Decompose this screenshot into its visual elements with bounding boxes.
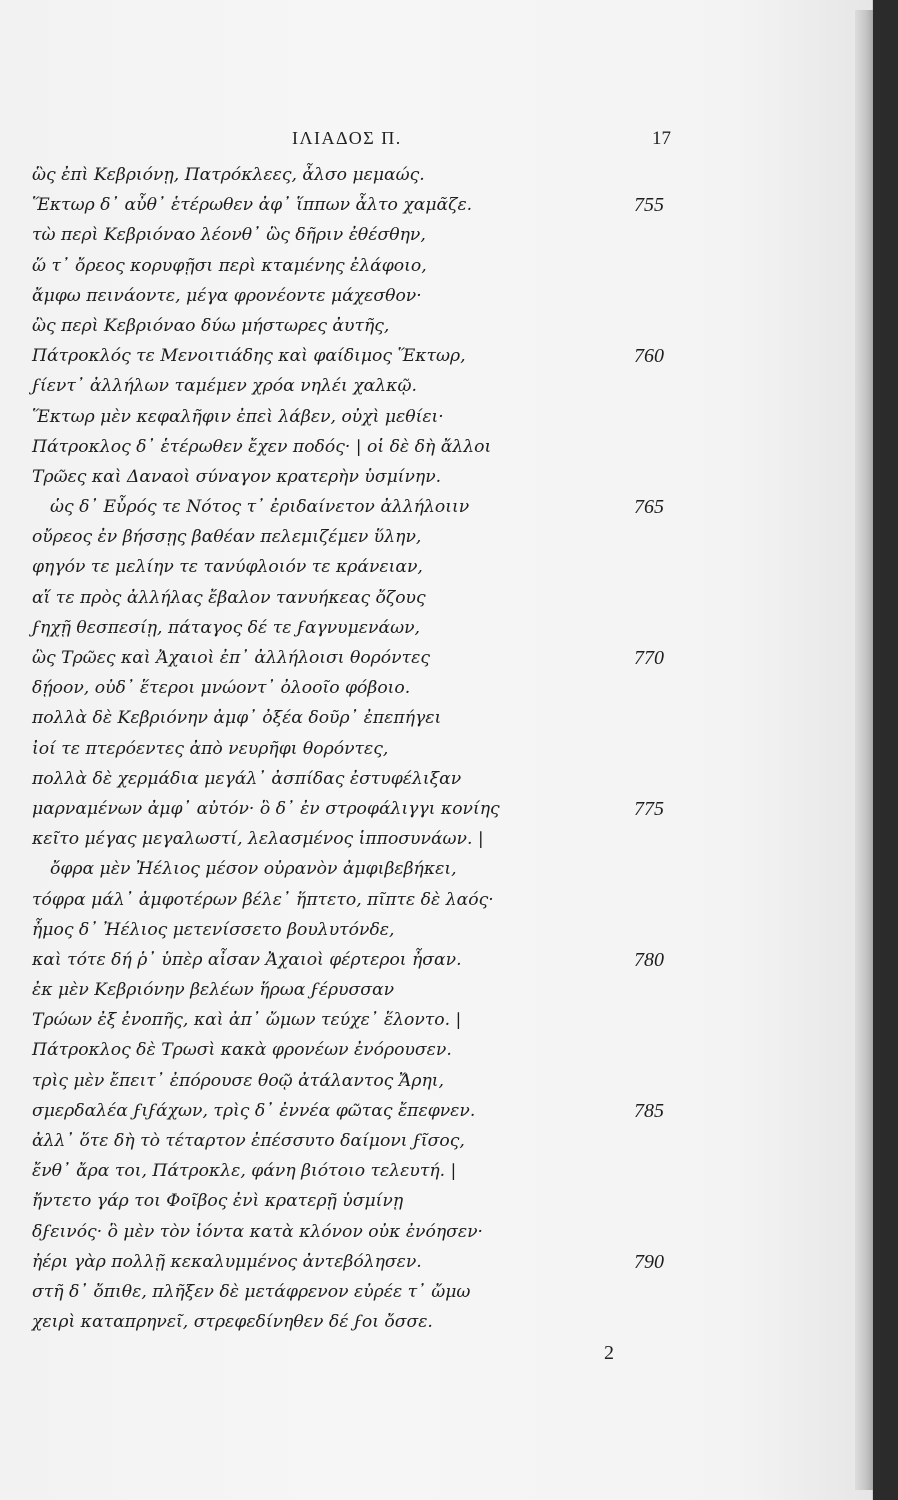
verse-line (0, 371, 872, 401)
verse-line (0, 945, 872, 975)
verse-line (0, 915, 872, 945)
verse-line (0, 583, 872, 613)
running-title: ΙΛΙΑΔΟΣ Π. (292, 128, 402, 148)
verse-text: τρὶς μὲν ἔπειτ᾽ ἐπόρουσε θοῷ ἀτάλαντος Ἄρηι, (32, 1070, 444, 1091)
verse-line (0, 432, 872, 462)
verse-line (0, 1035, 872, 1065)
verse-line (0, 190, 872, 220)
verse-line (0, 1156, 872, 1186)
verse-text: ἠέρι γὰρ πολλῇ κεκαλυμμένος ἀντεβόλησεν. (32, 1251, 422, 1272)
verse-text: Τρῶες καὶ Δαναοὶ σύναγον κρατερὴν ὑσμίνην. (32, 466, 442, 487)
verse-line (0, 703, 872, 733)
verse-line (0, 764, 872, 794)
verse-text: ὄφρα μὲν Ἠέλιος μέσον οὐρανὸν ἀμφιβεβήκει, (50, 859, 457, 880)
verse-text: σμερδαλέα ϝιϝάχων, τρὶς δ᾽ ἐννέα φῶτας ἔπεφνεν. (32, 1100, 476, 1121)
verse-line (0, 402, 872, 432)
verse-line (0, 1126, 872, 1156)
verse-text: τόφρα μάλ᾽ ἀμφοτέρων βέλε᾽ ἥπτετο, πῖπτε δὲ λαός· (32, 889, 494, 910)
signature-mark: 2 (604, 1342, 614, 1364)
verse-line (0, 341, 872, 371)
verse-text: κεῖτο μέγας μεγαλωστί, λελασμένος ἱπποσυνάων. | (32, 829, 484, 850)
verse-text: δϝεινός· ὃ μὲν τὸν ἰόντα κατὰ κλόνον οὐκ ἐνόησεν· (32, 1221, 484, 1242)
verse-line (0, 522, 872, 552)
line-number: 760 (634, 345, 664, 368)
verse-line (0, 854, 872, 884)
verse-text: ϝηχῇ θεσπεσίῃ, πάταγος δέ τε ϝαγνυμενάων, (32, 617, 421, 638)
verse-line (0, 1277, 872, 1307)
verse-text: φηγόν τε μελίην τε τανύφλοιόν τε κράνειαν, (32, 557, 423, 578)
line-number: 780 (634, 948, 664, 971)
verse-line (0, 613, 872, 643)
verse-text: ὣς ἐπὶ Κεβριόνῃ, Πατρόκλεες, ἆλσο μεμαώς. (32, 165, 425, 185)
verse-text: αἵ τε πρὸς ἀλλήλας ἔβαλον τανυήκεας ὄζους (32, 587, 426, 608)
line-number: 790 (634, 1250, 664, 1273)
verse-text: δῄοον, οὐδ᾽ ἕτεροι μνώοντ᾽ ὀλοοῖο φόβοιο. (32, 678, 411, 699)
verse-line (0, 794, 872, 824)
verse-line (0, 975, 872, 1005)
verse-line (0, 1066, 872, 1096)
page-number: 17 (652, 128, 671, 149)
verse-line (0, 1247, 872, 1277)
verse-line (0, 1307, 872, 1337)
verse-text: ὡς δ᾽ Εὖρός τε Νότος τ᾽ ἐριδαίνετον ἀλλήλοιιν (50, 497, 470, 518)
running-header (0, 126, 872, 156)
verse-line (0, 643, 872, 673)
verse-text: ἔνθ᾽ ἄρα τοι, Πάτροκλε, φάνη βιότοιο τελευτή. | (32, 1161, 457, 1182)
verse-line (0, 492, 872, 522)
verse-line (0, 462, 872, 492)
line-number: 755 (634, 194, 664, 217)
verse-text: τὼ περὶ Κεβριόναο λέονθ᾽ ὣς δῆριν ἐθέσθην, (32, 225, 426, 246)
verse-text: Ἕκτωρ δ᾽ αὖθ᾽ ἑτέρωθεν ἀφ᾽ ἵππων ἆλτο χαμᾶζε. (32, 195, 473, 216)
verse-text: καὶ τότε δή ῥ᾽ ὑπὲρ αἶσαν Ἀχαιοὶ φέρτεροι ἦσαν. (32, 949, 462, 970)
verse-line (0, 673, 872, 703)
verse-text: ὥ τ᾽ ὄρεος κορυφῇσι περὶ κταμένης ἐλάφοιο, (32, 255, 427, 276)
verse-text: ἦμος δ᾽ Ἠέλιος μετενίσσετο βουλυτόνδε, (32, 919, 395, 940)
verse-text: Τρώων ἐξ ἐνοπῆς, καὶ ἀπ᾽ ὤμων τεύχε᾽ ἕλοντο. | (32, 1010, 462, 1031)
verse-line (0, 1096, 872, 1126)
verse-text: πολλὰ δὲ Κεβριόνην ἀμφ᾽ ὀξέα δοῦρ᾽ ἐπεπήγει (32, 708, 442, 729)
line-number: 770 (634, 647, 664, 669)
verse-line (0, 824, 872, 854)
verse-line (0, 885, 872, 915)
verse-block (0, 160, 872, 1337)
verse-text: χειρὶ καταπρηνεῖ, στρεφεδίνηθεν δέ ϝοι ὄσσε. (32, 1312, 433, 1333)
verse-line (0, 220, 872, 250)
verse-text: ἄμφω πεινάοντε, μέγα φρονέοντε μάχεσθον· (32, 285, 422, 306)
verse-line (0, 1005, 872, 1035)
line-number: 775 (634, 797, 664, 820)
verse-line (0, 734, 872, 764)
verse-text: Πάτροκλος δὲ Τρωσὶ κακὰ φρονέων ἐνόρουσεν. (32, 1040, 452, 1061)
line-number: 765 (634, 496, 664, 519)
verse-text: μαρναμένων ἀμφ᾽ αὐτόν· ὃ δ᾽ ἐν στροφάλιγγι κονίης (32, 798, 500, 819)
verse-line (0, 160, 872, 190)
verse-text: Ἕκτωρ μὲν κεφαλῆφιν ἐπεὶ λάβεν, οὐχὶ μεθίει· (32, 406, 444, 427)
verse-text: ὣς περὶ Κεβριόναο δύω μήστωρες ἀυτῆς, (32, 315, 390, 336)
verse-text: ἤντετο γάρ τοι Φοῖβος ἐνὶ κρατερῇ ὑσμίνῃ (32, 1191, 404, 1212)
verse-line (0, 311, 872, 341)
verse-text: ὣς Τρῶες καὶ Ἀχαιοὶ ἐπ᾽ ἀλλήλοισι θορόντες (32, 648, 430, 668)
line-number: 785 (634, 1099, 664, 1122)
verse-text: Πάτροκλός τε Μενοιτιάδης καὶ φαίδιμος Ἕκτωρ, (32, 346, 466, 367)
verse-text: Πάτροκλος δ᾽ ἑτέρωθεν ἔχεν ποδός· | οἱ δὲ δὴ ἄλλοι (32, 436, 492, 457)
verse-line (0, 1186, 872, 1216)
verse-text: ἀλλ᾽ ὅτε δὴ τὸ τέταρτον ἐπέσσυτο δαίμονι ϝῖσος, (32, 1131, 465, 1151)
verse-line (0, 552, 872, 582)
verse-text: ϝίεντ᾽ ἀλλήλων ταμέμεν χρόα νηλέι χαλκῷ. (32, 376, 417, 397)
verse-text: στῆ δ᾽ ὄπιθε, πλῆξεν δὲ μετάφρενον εὐρέε τ᾽ ὤμω (32, 1281, 471, 1302)
verse-text: οὔρεος ἐν βήσσῃς βαθέαν πελεμιζέμεν ὕλην, (32, 527, 422, 548)
verse-line (0, 1217, 872, 1247)
verse-line (0, 281, 872, 311)
verse-line (0, 251, 872, 281)
verse-text: ἐκ μὲν Κεβριόνην βελέων ἥρωα ϝέρυσσαν (32, 980, 395, 1001)
verse-text: ἰοί τε πτερόεντες ἀπὸ νευρῆφι θορόντες, (32, 738, 389, 759)
verse-text: πολλὰ δὲ χερμάδια μεγάλ᾽ ἀσπίδας ἐστυφέλιξαν (32, 768, 462, 789)
